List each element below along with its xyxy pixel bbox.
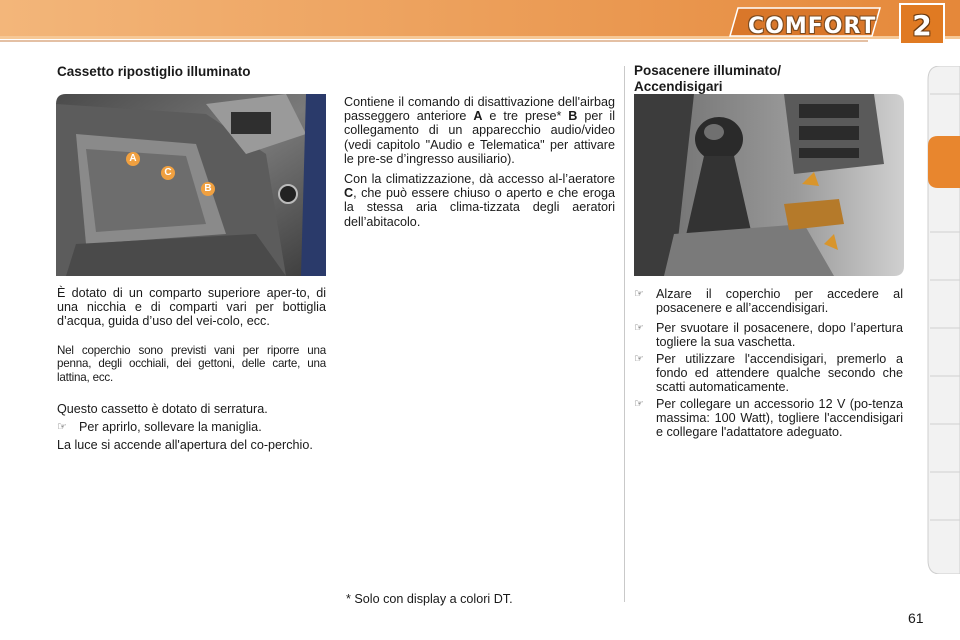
middle-paragraph-1: Contiene il comando di disattivazione dell'airbag passeggero anteriore A e tre prese* B per il collegamento di un apparecchio audio/video (vedi capitolo "Audio e Telematica" per attivare le pre-se d’ingresso ausiliario). (344, 95, 616, 166)
column-divider (624, 66, 625, 602)
photo-label-a: A (126, 152, 140, 166)
chapter-title: COMFORT (748, 14, 877, 39)
pointing-hand-icon: ☞ (634, 288, 644, 300)
page-number: 61 (908, 610, 924, 626)
section-heading-glovebox: Cassetto ripostiglio illuminato (57, 64, 251, 79)
pointing-hand-icon: ☞ (634, 322, 644, 334)
glovebox-paragraph-1: È dotato di un comparto superiore aper-to, di una nicchia e di comparti vari per bottiglia d’acqua, guida d’uso del vei-colo, ecc. (57, 286, 326, 329)
glovebox-photo (56, 94, 326, 276)
glovebox-paragraph-2: Nel coperchio sono previsti vani per riporre una penna, degli occhiali, dei gettoni, delle carte, una lattina, ecc. (57, 344, 326, 384)
ashtray-bullet-1: ☞ Alzare il coperchio per accedere al posacenere e all’accendisigari. (634, 287, 903, 316)
footnote: * Solo con display a colori DT. (346, 592, 513, 606)
ashtray-bullet-3: ☞ Per utilizzare l'accendisigari, premerlo a fondo ed attendere qualche secondo che scatti automaticamente. (634, 352, 903, 395)
section-heading-ashtray: Posacenere illuminato/ Accendisigari (634, 63, 782, 94)
glovebox-bullet-text: Per aprirlo, sollevare la maniglia. (79, 420, 262, 434)
pointing-hand-icon: ☞ (634, 353, 644, 365)
middle-paragraph-2: Con la climatizzazione, dà accesso al-l’aeratore C, che può essere chiuso o aperto e che eroga la stessa aria clima-tizzata degli aeratori dell’abitacolo. (344, 172, 615, 229)
glovebox-paragraph-3: Questo cassetto è dotato di serratura. (57, 402, 268, 416)
pointing-hand-icon: ☞ (57, 421, 67, 433)
glovebox-paragraph-4: La luce si accende all'apertura del co-perchio. (57, 438, 313, 452)
photo-label-c: C (161, 166, 175, 180)
chapter-tab-bar (926, 66, 960, 574)
ashtray-bullet-2: ☞ Per svuotare il posacenere, dopo l’apertura togliere la sua vaschetta. (634, 321, 903, 350)
glovebox-bullet (57, 420, 326, 434)
ashtray-photo (634, 94, 904, 276)
ashtray-bullet-4: ☞ Per collegare un accessorio 12 V (po-tenza massima: 100 Watt), togliere l'accendisigari e collegare l'adattatore adeguato. (634, 397, 903, 440)
chapter-number: 2 (912, 9, 932, 42)
pointing-hand-icon: ☞ (634, 398, 644, 410)
photo-label-b: B (201, 182, 215, 196)
